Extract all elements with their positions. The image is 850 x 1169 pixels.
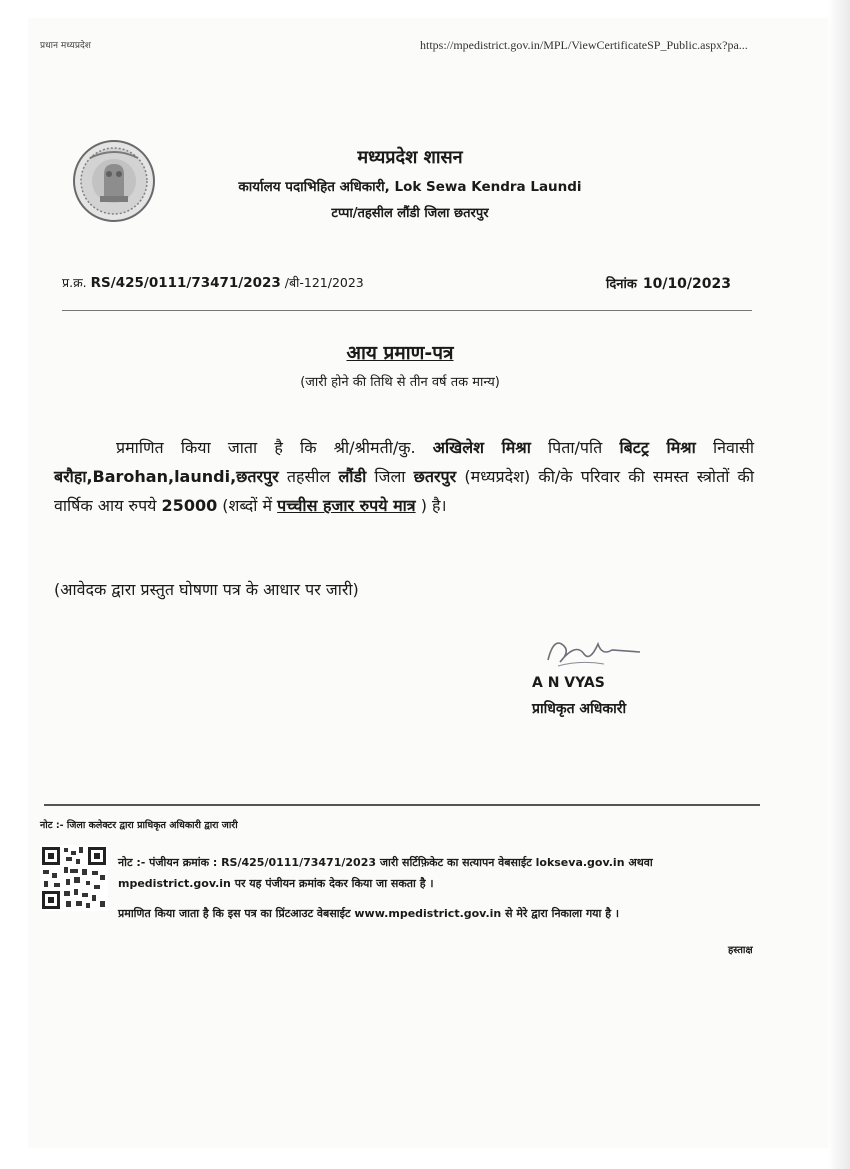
- tehsil: लौंडी: [338, 467, 367, 486]
- certificate-title: आय प्रमाण-पत्र: [346, 342, 454, 364]
- date-value: 10/10/2023: [642, 276, 731, 292]
- print-header-left: प्रधान मध्यप्रदेश: [40, 41, 91, 51]
- body-text: ) है।: [415, 496, 447, 515]
- body-text: तहसील: [278, 467, 339, 486]
- state-emblem-icon: [68, 138, 160, 224]
- body-text: (मध्यप्रदेश) की/के परिवार की समस्त स्त्रोतों की वार्षिक आय रुपये: [54, 467, 754, 515]
- certificate-validity: (जारी होने की तिथि से तीन वर्ष तक मान्य): [300, 375, 500, 390]
- applicant-name: अखिलेश मिश्रा: [432, 438, 531, 457]
- signature-label: हस्ताक्ष: [728, 945, 753, 956]
- date-label: दिनांक: [606, 277, 637, 292]
- father-name: बिटट्र मिश्रा: [619, 438, 696, 457]
- office-name: कार्यालय पदाभिहित अधिकारी, Lok Sewa Kendra Laundi: [238, 179, 582, 195]
- scan-edge-shade: [828, 0, 850, 1169]
- qr-code-icon: [40, 845, 108, 911]
- body-text: पिता/पति: [530, 438, 620, 457]
- verification-note: [118, 852, 738, 894]
- address: बरौहा,Barohan,laundi,छतरपुर: [54, 467, 279, 486]
- office-place: टप्पा/तहसील लौंडी जिला छतरपुर: [331, 206, 489, 221]
- district: छतरपुर: [413, 467, 457, 486]
- certificate-body: [54, 433, 754, 520]
- income-words: पच्चीस हजार रुपये मात्र: [277, 496, 416, 515]
- body-text: (शब्दों में: [217, 496, 278, 515]
- officer-designation: प्राधिकृत अधिकारी: [532, 701, 627, 717]
- issue-date: [606, 274, 731, 292]
- signature-icon: [540, 630, 650, 672]
- reference-value: RS/425/0111/73471/2023: [90, 275, 281, 291]
- office-title: मध्यप्रदेश शासन: [357, 147, 463, 168]
- reference-number: [62, 274, 364, 291]
- footer-divider: [44, 804, 760, 806]
- header-divider: [62, 310, 752, 311]
- issued-by-note: नोट :- जिला कलेक्टर द्वारा प्राधिकृत अधिकारी द्वारा जारी: [40, 820, 238, 831]
- declaration-note: (आवेदक द्वारा प्रस्तुत घोषणा पत्र के आधार पर जारी): [54, 580, 359, 599]
- verification-note-line1: नोट :- पंजीयन क्रमांक : RS/425/0111/73471/2023 जारी सर्टिफ़िकेट का सत्यापन वेबसाईट lokseva.gov.in अथवा: [118, 856, 653, 869]
- verification-note-line2: mpedistrict.gov.in पर यह पंजीयन क्रमांक देकर किया जा सकता है ।: [118, 877, 434, 890]
- body-text: प्रमाणित किया जाता है कि श्री/श्रीमती/कु.: [116, 438, 433, 457]
- printout-note: प्रमाणित किया जाता है कि इस पत्र का प्रिंटआउट वेबसाईट www.mpedistrict.gov.in से मेरे द्वारा निकाला गया है ।: [118, 907, 620, 920]
- reference-suffix: /बी-121/2023: [284, 275, 364, 290]
- body-text: जिला: [366, 467, 414, 486]
- print-header-url: https://mpedistrict.gov.in/MPL/ViewCertificateSP_Public.aspx?pa...: [420, 38, 748, 52]
- officer-name: A N VYAS: [532, 675, 605, 691]
- income-amount: 25000: [161, 496, 218, 515]
- reference-label: प्र.क्र.: [62, 275, 87, 290]
- body-text: निवासी: [695, 438, 754, 457]
